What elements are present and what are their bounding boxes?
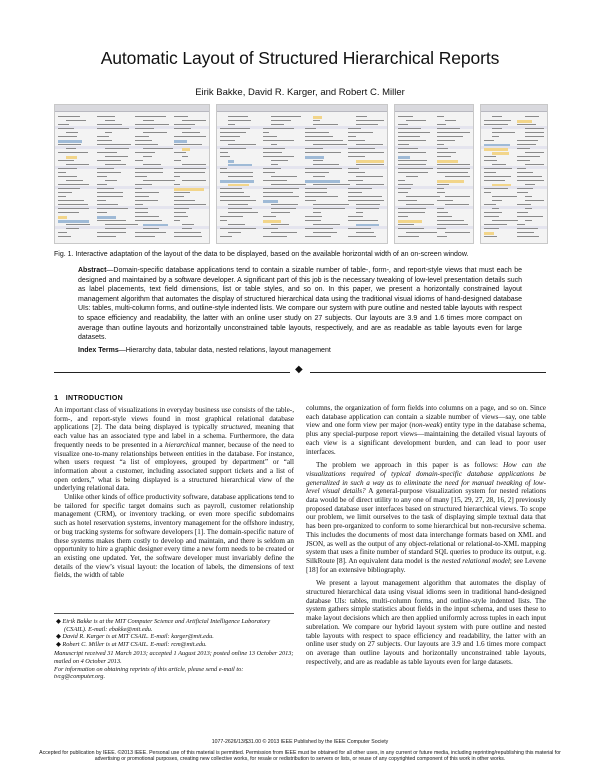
- thumbnail-toolbar: [217, 105, 387, 112]
- intro-paragraph-2: Unlike other kinds of office productivity software, database applications tend to be tailored for specific target domains such as payroll, customer relationship management (CRM), or inventory tracking, or even more specific subdomains such as hotel reservation systems, inventory management for the offshore industry, or bug tracking systems for software developers [1]. The domain-specific nature of these systems makes them costly to develop and maintain, and there is seldom an opportunity to hire a graphic designer every time a new form needs to be created or an existing one updated. Yet, the software developer must invariably define the details of the view’s visual layout: the location of labels, the dimensions of text fields, the width of table: [54, 493, 294, 580]
- copyright-notice: Accepted for publication by IEEE. ©2013 IEEE. Personal use of this material is permitted. Permission from IEEE must be obtained for all other uses, in any current or future media, including reprinting/republishing this material for advertising or promotional purposes, creating new collective works, for resale or redistribution to servers or lists, or reuse of any copyrighted component of this work in other works.: [39, 750, 561, 763]
- right-column: [306, 404, 546, 666]
- thumbnail-toolbar: [481, 105, 547, 112]
- report-thumbnail-narrow: [394, 104, 474, 244]
- section-number: 1: [54, 393, 59, 402]
- manuscript-dates: Manuscript received 31 March 2013; accepted 1 August 2013; posted online 13 October 2013; mailed on 4 October 2013.: [54, 650, 294, 665]
- figure-caption: Fig. 1. Interactive adaptation of the layout of the data to be displayed, based on the available horizontal width of an on-screen window.: [54, 251, 469, 258]
- reprint-info: For information on obtaining reprints of this article, please send e-mail to: tvcg@computer.org.: [54, 665, 244, 681]
- intro-paragraph-3: columns, the organization of form fields into columns on a page, and so on. Since each database application can contain a sizable number of views—say, one table view and one form view per major (non-weak) entity type in the database schema, plus any special-purpose report views—maintaining the detailed visual layouts of each view is a significant development burden, and can lead to poor user interfaces.: [306, 404, 546, 456]
- index-terms-label: Index Terms: [78, 347, 119, 354]
- abstract-label: Abstract: [78, 267, 107, 274]
- index-terms: [78, 346, 522, 356]
- thumbnail-toolbar: [395, 105, 473, 112]
- intro-paragraph-1: An important class of visualizations in everyday business use consists of the table-, form-, and report-style views found in most graphical relational database applications [2]. The data being displayed is typically structured, meaning that each value has an associated type and label in a schema. Furthermore, the data frequently needs to be presented in a hierarchical manner, because of the need to visualize one-to-many relationships between entities in the database. For instance, when users request “a list of employees, grouped by department” or “all information about a customer, including associated support tickets and a list of open orders,” what is being displayed is a structured hierarchical view of the underlying relational data.: [54, 406, 294, 493]
- bullet-icon: ◆: [56, 618, 63, 625]
- intro-paragraph-5: We present a layout management algorithm that automates the display of structured hierarchical data using visual idioms seen in traditional hand-designed database UIs: tables, multi-column forms, and outline-style indented lists. The system gathers simple statistics about fields in the input schema, and uses these to make layout decisions which are then applied uniformly across tuples in each input subrelation. We compare our hybrid layout system with pure outline and nested table layouts with respect to space efficiency and readability, the latter with an online user study on 27 subjects. Our layouts are 3.9 and 1.6 times more compact on average than outline layouts and horizontally unconstrained table layouts, respectively, and are as readable as table layouts even for large datasets.: [306, 579, 546, 666]
- bullet-icon: ◆: [56, 640, 63, 648]
- diamond-ornament-icon: ◆: [295, 364, 303, 375]
- report-thumbnail-medium: [216, 104, 388, 244]
- report-thumbnail-narrowest: [480, 104, 548, 244]
- footnote-author-2: ◆ David R. Karger is at MIT CSAIL. E-mail: karger@mit.edu.: [56, 633, 214, 641]
- bullet-icon: ◆: [56, 633, 63, 641]
- section-heading-introduction: [54, 393, 294, 402]
- left-column: [54, 406, 294, 580]
- index-terms-text: —Hierarchy data, tabular data, nested relations, layout management: [118, 347, 331, 354]
- abstract-text: —Domain-specific database applications tend to contain a sizable number of table-, form-, and report-style views that must each be designed and maintained by a software developer. A significant part of this job is the necessary tweaking of low-level presentation details such as label placements, text field dimensions, list or table styles, and so on. In this paper, we present a horizontally constrained layout management algorithm that automates the display of structured hierarchical data using the traditional visual idioms of hand-designed database UIs: tables, multi-column forms, and outline-style indented lists. We compare our system with pure outline and nested table layouts with respect to space efficiency and readability, the latter with an online user study on 27 subjects. Our layouts are 3.9 and 1.6 times more compact on average than outline layouts and horizontally unconstrained table layouts, respectively, and are as readable as table layouts even for large datasets.: [78, 267, 522, 342]
- paper-title: Automatic Layout of Structured Hierarchical Reports: [100, 48, 500, 68]
- thumbnail-toolbar: [55, 105, 209, 112]
- author-list: Eirik Bakke, David R. Karger, and Robert C. Miller: [195, 87, 405, 98]
- footnote-author-3: ◆ Robert C. Miller is at MIT CSAIL. E-mail: rcm@mit.edu.: [56, 640, 207, 648]
- doi-line: 1077-2626/13/$31.00 © 2013 IEEE Published by the IEEE Computer Society: [211, 739, 389, 745]
- footnote-author-1: ◆ Eirik Bakke is at the MIT Computer Science and Artificial Intelligence Laboratory (CSAIL). E-mail: ebakke@mit.edu.: [56, 618, 271, 633]
- footnotes: [54, 618, 294, 681]
- report-thumbnail-wide: [54, 104, 210, 244]
- footnote-rule: [54, 613, 294, 614]
- figure-1: [54, 104, 546, 244]
- intro-paragraph-4: The problem we approach in this paper is as follows: How can the visualizations required of typical domain-specific database applications be generalized in such a way as to eliminate the need for manual tweaking of low-level visual details? A general-purpose visualization system for nested relations data would be of direct utility to any one of many [15, 29, 27, 28, 16, 2] previously proposed database user interfaces based on structured hierarchical views. To scope our problem, we limit ourselves to the task of displaying simple textual data that has been pre-organized to conform to some hierarchical but non-recursive schema. This includes the documents of most data interchange formats based on XML and JSON, as well as the output of any object-relational or relational-to-XML mapping system that uses a finite number of standard SQL queries to produce its output, e.g. SilkRoute [8]. An equivalent data model is the nested relational model; see Levene [18] for an extensive bibliography.: [306, 461, 546, 574]
- abstract: [78, 266, 522, 343]
- section-title: INTRODUCTION: [65, 395, 124, 402]
